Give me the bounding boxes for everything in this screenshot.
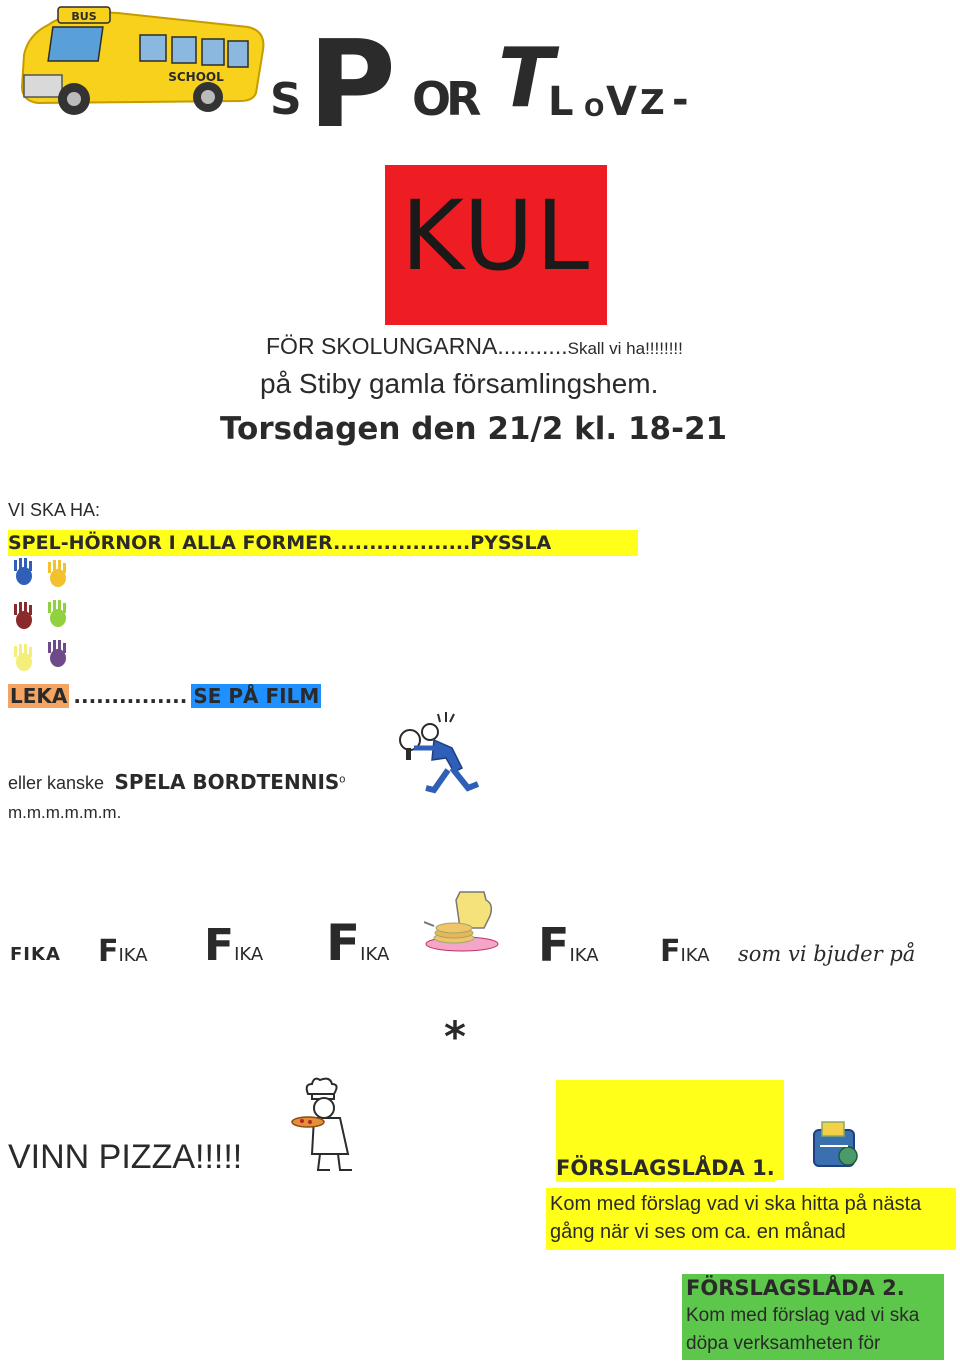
title-letter: L	[548, 79, 574, 125]
suggestion-box-2	[682, 1274, 944, 1360]
kul-text: KUL	[400, 180, 592, 292]
title-letter: O	[412, 72, 452, 126]
intro-main: FÖR SKOLUNGARNA...........	[266, 333, 568, 359]
asterisk: *	[444, 1012, 466, 1061]
bordtennis-line	[8, 770, 345, 794]
title-letter: O	[584, 94, 605, 122]
fika-cap: F	[660, 934, 681, 969]
leka-dots: ...............	[73, 684, 188, 708]
fika-tail: som vi bjuder på	[738, 942, 916, 966]
spel-line: SPEL-HÖRNOR I ALLA FORMER...................PYSSLA	[8, 530, 638, 556]
leka-line	[8, 682, 321, 710]
suggestion-box-1-title: FÖRSLAGSLÅDA 1.	[556, 1156, 775, 1180]
fika-rest: IKA	[569, 945, 599, 966]
title-letter: P	[308, 16, 396, 155]
school-bus-icon	[8, 5, 270, 120]
fika-cap: F	[326, 914, 361, 972]
title-letter: R	[446, 72, 482, 126]
suggestion-box-2-line-2: döpa verksamheten för	[686, 1333, 881, 1354]
leka-label: LEKA	[10, 684, 68, 708]
suggestion-box-1-line-2: gång när vi ses om ca. en månad	[550, 1221, 846, 1243]
mmm-line: m.m.m.m.m.m.	[8, 803, 122, 822]
fika-rest: IKA	[234, 944, 264, 965]
title-letter: T	[498, 31, 554, 126]
pancakes-juice-icon	[424, 886, 500, 954]
bordtennis-label: SPELA BORDTENNIS	[114, 770, 340, 794]
chef-pizza-icon	[290, 1076, 370, 1176]
suggestion-box-1-line-1: Kom med förslag vad vi ska hitta på nästa	[550, 1193, 922, 1215]
fika-cap: F	[204, 920, 235, 971]
intro-small: Skall vi ha!!!!!!!!	[567, 339, 683, 358]
fika-rest: IKA	[680, 945, 710, 966]
title-letter: Z	[640, 83, 665, 123]
intro-line-2: på Stiby gamla församlingshem.	[260, 368, 659, 399]
film-label: SE PÅ FILM	[193, 684, 320, 708]
painted-hands-icon	[8, 558, 78, 680]
fika-cap: FIKA	[10, 944, 61, 965]
title-letter: V	[606, 79, 637, 125]
kanske-label: eller kanske	[8, 773, 105, 793]
suggestion-box-icon	[808, 1118, 866, 1172]
fika-item	[660, 934, 710, 969]
title-letter: -	[672, 77, 689, 123]
fika-cap: F	[98, 934, 119, 969]
pizza-text: VINN PIZZA!!!!!	[8, 1138, 243, 1176]
bus-school-label: SCHOOL	[168, 70, 224, 84]
table-tennis-player-icon	[392, 708, 484, 796]
suggestion-box-2-line-1: Kom med förslag vad vi ska	[686, 1305, 920, 1326]
fika-item	[538, 918, 599, 972]
bordtennis-degree: o	[339, 773, 346, 786]
fika-item	[10, 944, 61, 965]
activities-heading: VI SKA HA:	[8, 500, 101, 520]
fika-rest: IKA	[118, 945, 148, 966]
title-letter: S	[270, 74, 302, 125]
suggestion-box-2-title: FÖRSLAGSLÅDA 2.	[686, 1276, 905, 1300]
intro-line-3: Torsdagen den 21/2 kl. 18-21	[220, 411, 728, 447]
fika-item	[204, 920, 263, 971]
suggestion-box-1-text	[546, 1188, 956, 1250]
intro-line-1	[266, 333, 683, 360]
fika-item	[326, 914, 389, 972]
fika-cap: F	[538, 918, 570, 972]
fika-item	[98, 934, 148, 969]
fika-rest: IKA	[360, 944, 390, 965]
bus-sign: BUS	[71, 10, 97, 23]
